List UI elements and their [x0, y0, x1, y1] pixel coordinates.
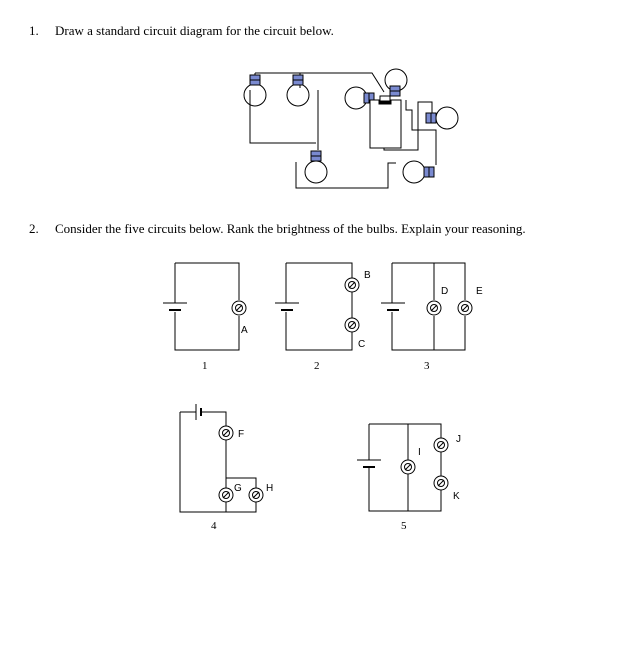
bulb-label-g: G — [234, 483, 242, 494]
bulb-label-e: E — [476, 286, 483, 297]
circuit-1 — [163, 263, 246, 350]
circuit-3 — [381, 263, 472, 350]
pictorial-bulb — [305, 151, 327, 183]
bulb-g — [219, 488, 233, 502]
bulb-h — [249, 488, 263, 502]
circuit-caption-3: 3 — [424, 360, 430, 372]
bulb-label-j: J — [456, 434, 461, 445]
question-1-number: 1. — [29, 23, 39, 38]
bulb-d — [427, 301, 441, 315]
circuit-caption-4: 4 — [211, 520, 217, 532]
bulb-a — [232, 301, 246, 315]
pictorial-bulb — [287, 75, 309, 106]
circuit-5 — [357, 424, 448, 511]
bulb-c — [345, 318, 359, 332]
bulb-label-f: F — [238, 429, 245, 440]
bulb-label-i: I — [418, 447, 421, 458]
pictorial-bulb — [244, 75, 266, 106]
bulb-label-d: D — [441, 286, 449, 297]
pictorial-battery — [370, 96, 401, 148]
bulb-label-h: H — [266, 483, 274, 494]
bulb-label-k: K — [453, 491, 460, 502]
bulb-label-b: B — [364, 270, 371, 281]
circuit-4 — [180, 404, 263, 512]
circuit-caption-2: 2 — [314, 360, 320, 372]
question-1-text: Draw a standard circuit diagram for the circuit below. — [55, 23, 334, 38]
bulb-label-c: C — [358, 339, 366, 350]
pictorial-bulb — [426, 107, 458, 129]
bulb-f — [219, 426, 233, 440]
bulb-i — [401, 460, 415, 474]
circuit-caption-1: 1 — [202, 360, 208, 372]
bulb-e — [458, 301, 472, 315]
bulb-j — [434, 438, 448, 452]
circuit-caption-5: 5 — [401, 520, 407, 532]
pictorial-bulb — [403, 161, 434, 183]
question-2-number: 2. — [29, 221, 39, 236]
bulb-label-a: A — [241, 325, 248, 336]
bulb-b — [345, 278, 359, 292]
bulb-k — [434, 476, 448, 490]
question-2-text: Consider the five circuits below. Rank the brightness of the bulbs. Explain your reasoning. — [55, 221, 526, 236]
circuit-2 — [275, 263, 359, 350]
pictorial-circuit — [244, 69, 458, 188]
pictorial-bulb — [385, 69, 407, 96]
